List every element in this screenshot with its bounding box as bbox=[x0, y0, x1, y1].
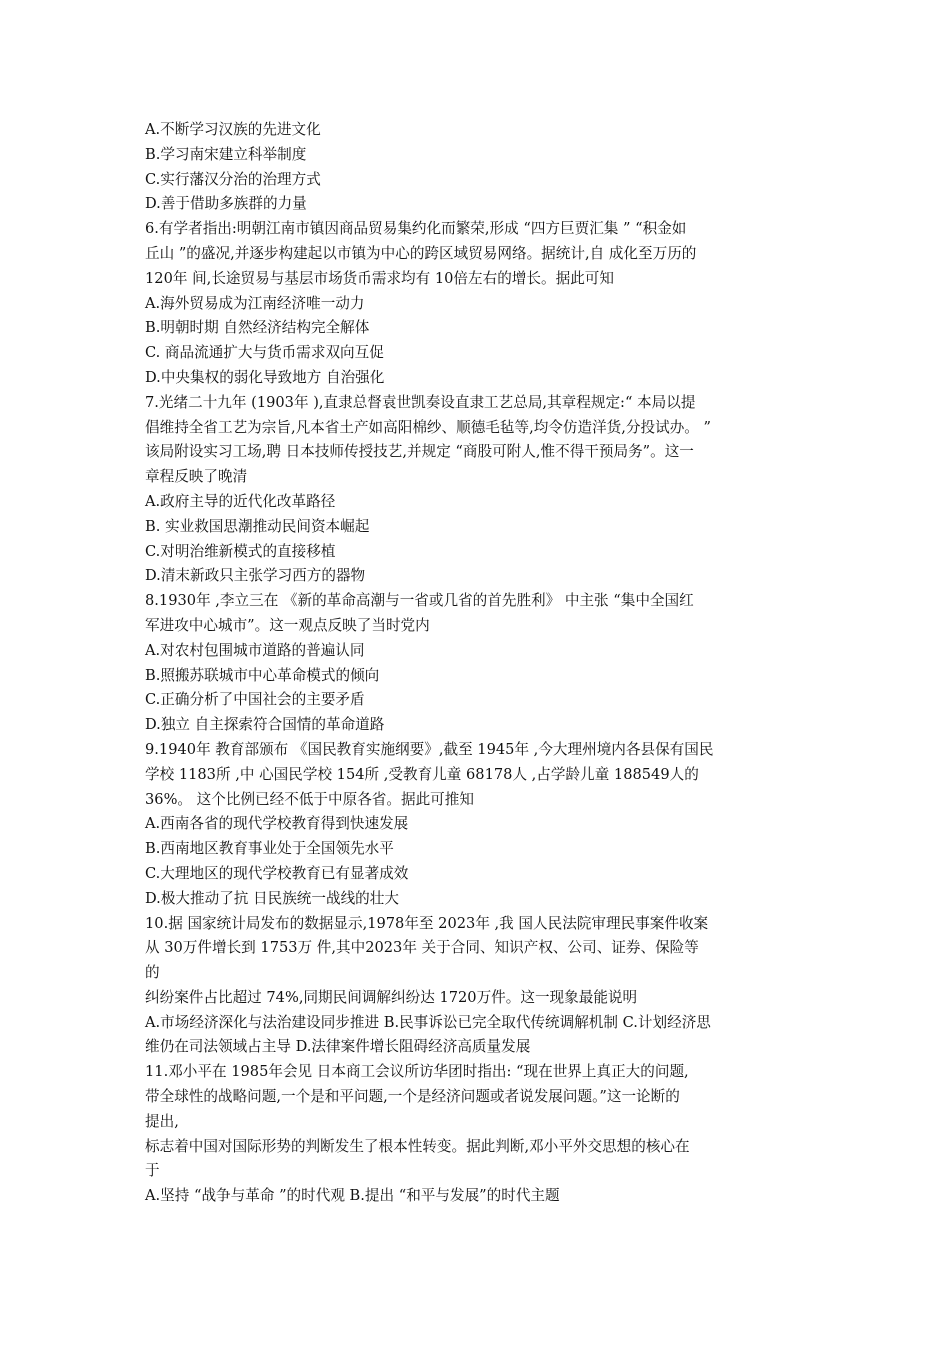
q7-stem-line: 倡维持全省工艺为宗旨,凡本省土产如高阳棉纱、顺德毛毡等,均令仿造洋货,分投试办。 ” bbox=[145, 418, 711, 436]
q5-option-d: D.善于借助多族群的力量 bbox=[145, 195, 307, 213]
q5-option-c: C.实行藩汉分治的治理方式 bbox=[145, 170, 321, 188]
q11-stem-line: 标志着中国对国际形势的判断发生了根本性转变。据此判断,邓小平外交思想的核心在 bbox=[145, 1137, 690, 1155]
q11-stem-line: 11.邓小平在 1985年会见 日本商工会议所访华团时指出: “现在世界上真正大的问题, bbox=[145, 1063, 689, 1081]
q6-stem-line: 6.有学者指出:明朝江南市镇因商品贸易集约化而繁荣,形成 “四方巨贾汇集 ” “积金如 bbox=[145, 220, 687, 238]
q10-options-line: A.市场经济深化与法治建设同步推进 B.民事诉讼已完全取代传统调解机制 C.计划经济思 bbox=[145, 1013, 711, 1031]
q6-option-b: B.明朝时期 自然经济结构完全解体 bbox=[145, 319, 370, 337]
q5-option-b: B.学习南宋建立科举制度 bbox=[145, 145, 307, 163]
q11-stem-line: 带全球性的战略问题,一个是和平问题,一个是经济问题或者说发展问题。”这一论断的 bbox=[145, 1088, 680, 1106]
q5-option-a: A.不断学习汉族的先进文化 bbox=[145, 121, 321, 138]
q6-option-c: C. 商品流通扩大与货币需求双向互促 bbox=[145, 344, 384, 362]
q7-stem-line: 章程反映了晚清 bbox=[145, 468, 248, 486]
q11-stem-line: 提出, bbox=[145, 1112, 179, 1130]
q11-stem-line: 于 bbox=[145, 1162, 160, 1180]
q9-option-d: D.极大推动了抗 日民族统一战线的壮大 bbox=[145, 889, 399, 907]
q6-stem-line: 丘山 ”的盛况,并逐步构建起以市镇为中心的跨区域贸易网络。据统计,自 成化至万历的 bbox=[145, 244, 697, 262]
q10-stem-line: 10.据 国家统计局发布的数据显示,1978年至 2023年 ,我 国人民法院审理民事案件收案 bbox=[145, 914, 709, 932]
q8-option-a: A.对农村包围城市道路的普遍认同 bbox=[145, 641, 365, 659]
exam-page bbox=[145, 118, 820, 1209]
q9-option-c: C.大理地区的现代学校教育已有显著成效 bbox=[145, 864, 409, 882]
q9-stem-line: 学校 1183所 ,中 心国民学校 154所 ,受教育儿童 68178人 ,占学龄儿童 188549人的 bbox=[145, 765, 699, 783]
q8-option-d: D.独立 自主探索符合国情的革命道路 bbox=[145, 716, 385, 734]
q10-options-line: 维仍在司法领域占主导 D.法律案件增长阻碍经济高质量发展 bbox=[145, 1038, 531, 1056]
q9-stem-line: 36%。 这个比例已经不低于中原各省。据此可推知 bbox=[145, 790, 474, 808]
q6-option-d: D.中央集权的弱化导致地方 自治强化 bbox=[145, 368, 385, 386]
q8-stem-line: 军进攻中心城市”。这一观点反映了当时党内 bbox=[145, 616, 430, 634]
q6-option-a: A.海外贸易成为江南经济唯一动力 bbox=[145, 294, 365, 312]
q7-stem-line: 该局附设实习工场,聘 日本技师传授技艺,并规定 “商股可附人,惟不得干预局务”。这一 bbox=[145, 443, 694, 461]
q7-option-b: B. 实业救国思潮推动民间资本崛起 bbox=[145, 517, 370, 535]
q10-stem-line: 的 bbox=[145, 964, 160, 982]
q11-options-line: A.坚持 “战争与革命 ”的时代观 B.提出 “和平与发展”的时代主题 bbox=[145, 1187, 560, 1205]
q7-option-a: A.政府主导的近代化改革路径 bbox=[145, 492, 336, 510]
q8-stem-line: 8.1930年 ,李立三在 《新的革命高潮与一省或几省的首先胜利》 中主张 “集中全国红 bbox=[145, 592, 694, 610]
q9-stem-line: 9.1940年 教育部颁布 《国民教育实施纲要》,截至 1945年 ,今大理州境内各县保有国民 bbox=[145, 740, 714, 758]
q7-stem-line: 7.光绪二十九年 (1903年 ),直隶总督袁世凯奏设直隶工艺总局,其章程规定:“ 本局以提 bbox=[145, 393, 696, 411]
q9-option-b: B.西南地区教育事业处于全国领先水平 bbox=[145, 840, 394, 858]
q7-option-c: C.对明治维新模式的直接移植 bbox=[145, 542, 336, 560]
q8-option-b: B.照搬苏联城市中心革命模式的倾向 bbox=[145, 666, 380, 684]
q6-stem-line: 120年 间,长途贸易与基层市场货币需求均有 10倍左右的增长。据此可知 bbox=[145, 269, 614, 287]
q10-stem-line: 从 30万件增长到 1753万 件,其中2023年 关于合同、知识产权、公司、证券、保险等 bbox=[145, 939, 699, 957]
q9-option-a: A.西南各省的现代学校教育得到快速发展 bbox=[145, 815, 409, 833]
q8-option-c: C.正确分析了中国社会的主要矛盾 bbox=[145, 691, 365, 709]
q7-option-d: D.清末新政只主张学习西方的器物 bbox=[145, 567, 366, 585]
q10-stem-line: 纠纷案件占比超过 74%,同期民间调解纠纷达 1720万件。这一现象最能说明 bbox=[145, 988, 638, 1006]
